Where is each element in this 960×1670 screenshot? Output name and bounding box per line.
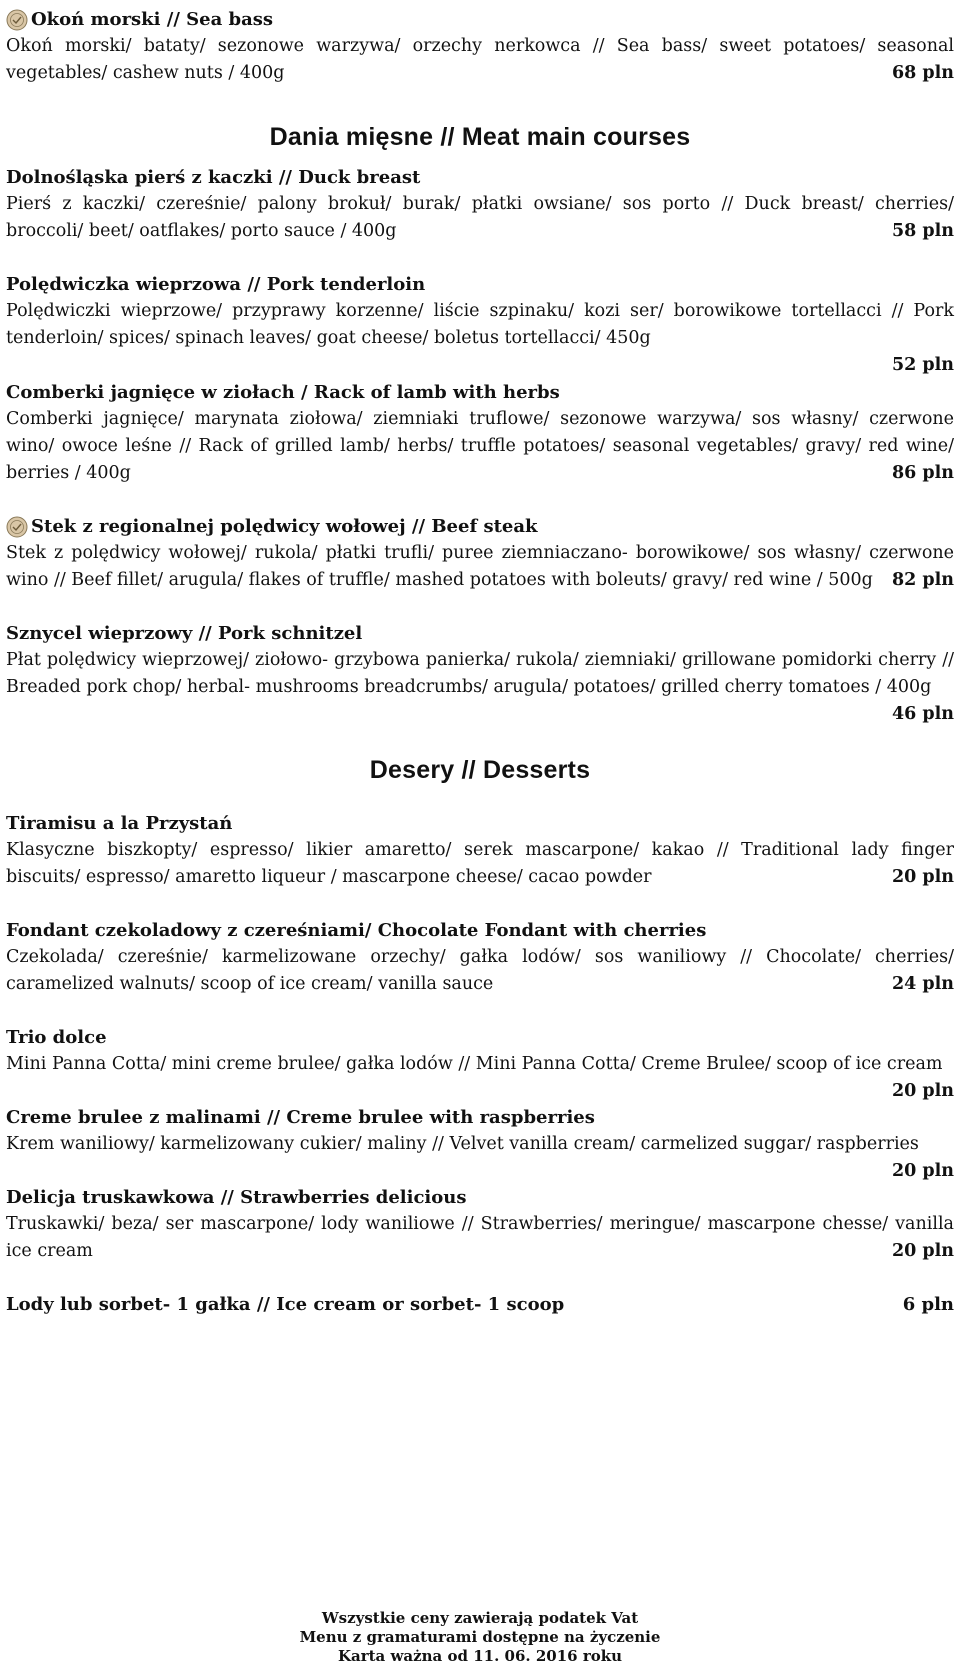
menu-item-tiramisu xyxy=(6,810,954,891)
item-price: 6 pln xyxy=(902,1294,954,1315)
menu-item-creme-brulee xyxy=(6,1104,954,1181)
item-price: 58 pln xyxy=(891,221,954,241)
menu-page xyxy=(6,6,954,1318)
item-description: Polędwiczki wieprzowe/ przyprawy korzenne/ liście szpinaku/ kozi ser/ borowikowe tortellacci // Pork tenderloin/ spices/ spinach leaves/ goat cheese/ boletus tortellacci/ 450g xyxy=(6,301,954,348)
menu-item-ice-cream xyxy=(6,1291,954,1318)
menu-item-trio-dolce xyxy=(6,1024,954,1101)
item-description: Klasyczne biszkopty/ espresso/ likier amaretto/ serek mascarpone/ kakao // Traditional lady finger biscuits/ espresso/ amaretto liqueur / mascarpone cheese/ cacao powder 20 pln xyxy=(6,837,954,891)
item-price: 82 pln xyxy=(891,570,954,590)
item-price: 86 pln xyxy=(891,463,954,483)
item-price: 20 pln xyxy=(891,1081,954,1101)
item-description: Stek z polędwicy wołowej/ rukola/ płatki trufli/ puree ziemniaczano- borowikowe/ sos własny/ czerwone wino // Beef fillet/ arugula/ flakes of truffle/ mashed potatoes with boleuts/ gravy/ red wine / 500g 82 pln xyxy=(6,540,954,594)
item-price: 20 pln xyxy=(891,1161,954,1181)
item-title: Polędwiczka wieprzowa // Pork tenderloin xyxy=(6,274,426,295)
item-title: Trio dolce xyxy=(6,1027,107,1048)
menu-item-rack-of-lamb xyxy=(6,379,954,487)
footer-grammage-note: Menu z gramaturami dostępne na życzenie xyxy=(299,1628,661,1646)
chef-recommendation-icon xyxy=(6,9,28,31)
footer-validity-note: Karta ważna od 11. 06. 2016 roku xyxy=(337,1647,623,1665)
menu-item-strawberries-delicious xyxy=(6,1184,954,1265)
item-title: Stek z regionalnej polędwicy wołowej // Beef steak xyxy=(6,513,954,540)
item-title: Tiramisu a la Przystań xyxy=(6,813,233,834)
section-heading-desserts: Desery // Desserts xyxy=(369,756,591,784)
item-price: 68 pln xyxy=(891,63,954,83)
menu-item-pork-schnitzel xyxy=(6,620,954,724)
item-title: Creme brulee z malinami // Creme brulee with raspberries xyxy=(6,1107,595,1128)
item-price: 52 pln xyxy=(891,355,954,375)
item-description: Pierś z kaczki/ czereśnie/ palony brokuł/ burak/ płatki owsiane/ sos porto // Duck breast/ cherries/ broccoli/ beet/ oatflakes/ porto sauce / 400g 58 pln xyxy=(6,191,954,245)
item-price: 46 pln xyxy=(891,704,954,724)
item-title: Sznycel wieprzowy // Pork schnitzel xyxy=(6,623,363,644)
item-price: 20 pln xyxy=(891,867,954,887)
item-title: Okoń morski // Sea bass xyxy=(6,6,954,33)
item-description: Okoń morski/ batаty/ sezonowe warzywa/ orzechy nerkowca // Sea bass/ sweet potatoes/ seasonal vegetables/ cashew nuts / 400g 68 pln xyxy=(6,33,954,87)
item-price: 20 pln xyxy=(891,1241,954,1261)
menu-item-sea-bass xyxy=(6,6,954,87)
footer-vat-note: Wszystkie ceny zawierają podatek Vat xyxy=(321,1609,639,1627)
menu-item-beef-steak xyxy=(6,513,954,594)
section-heading-meat: Dania mięsne // Meat main courses xyxy=(269,123,691,151)
item-description: Truskawki/ beza/ ser mascarpone/ lody waniliowe // Strawberries/ meringue/ mascarpone chesse/ vanilla ice cream 20 pln xyxy=(6,1211,954,1265)
menu-footer xyxy=(0,1609,960,1666)
item-price: 24 pln xyxy=(891,974,954,994)
chef-recommendation-icon xyxy=(6,516,28,538)
item-description: Mini Panna Cotta/ mini creme brulee/ gałka lodów // Mini Panna Cotta/ Creme Brulee/ scoop of ice cream 20 pln xyxy=(6,1051,954,1078)
item-title: Fondant czekoladowy z czereśniami/ Chocolate Fondant with cherries xyxy=(6,920,707,941)
item-title: Lody lub sorbet- 1 gałka // Ice cream or sorbet- 1 scoop 6 pln xyxy=(6,1291,954,1318)
item-description: Comberki jagnięce/ marynata ziołowa/ ziemniaki truflowe/ sezonowe warzywa/ sos własny/ czerwone wino/ owoce leśne // Rack of grilled lamb/ herbs/ truffle potatoes/ seasonal vegetables/ gravy/ red wine/ berries / 400g 86 pln xyxy=(6,406,954,487)
item-description: Czekolada/ czereśnie/ karmelizowane orzechy/ gałka lodów/ sos waniliowy // Chocolate/ cherries/ caramelized walnuts/ scoop of ice cream/ vanilla sauce 24 pln xyxy=(6,944,954,998)
menu-item-chocolate-fondant xyxy=(6,917,954,998)
item-description: Krem waniliowy/ karmelizowany cukier/ maliny // Velvet vanilla cream/ carmelized suggar/ raspberries 20 pln xyxy=(6,1131,954,1158)
item-title: Comberki jagnięce w ziołach / Rack of lamb with herbs xyxy=(6,382,560,403)
menu-item-duck-breast xyxy=(6,164,954,245)
item-title: Dolnośląska pierś z kaczki // Duck breast xyxy=(6,167,421,188)
item-description: Płat polędwicy wieprzowej/ ziołowo- grzybowa panierka/ rukola/ ziemniaki/ grillowane pomidorki cherry // Breaded pork chop/ herbal- mushrooms breadcrumbs/ arugula/ potatoes/ grilled cherry tomatoes / 400g 46 pln xyxy=(6,647,954,701)
menu-item-pork-tenderloin xyxy=(6,271,954,379)
item-title: Delicja truskawkowa // Strawberries delicious xyxy=(6,1187,467,1208)
